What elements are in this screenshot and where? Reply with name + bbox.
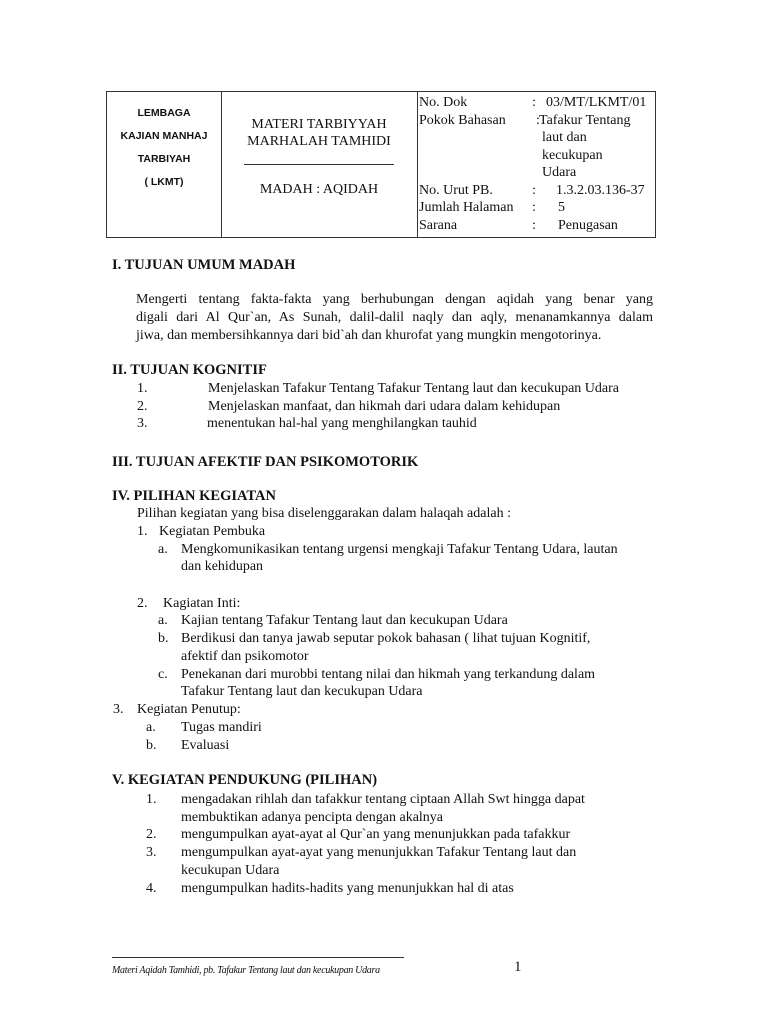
meta-value: kecukupan: [542, 147, 603, 163]
meta-value: Tafakur Tentang: [539, 112, 631, 128]
item-number: 3.: [113, 702, 124, 717]
doc-title: MATERI TARBIYYAH: [251, 117, 387, 132]
meta-value: Penugasan: [558, 217, 618, 233]
item-text: mengumpulkan ayat-ayat yang menunjukkan Tafakur Tentang laut dan: [181, 845, 577, 860]
meta-value: laut dan: [542, 130, 587, 145]
divider: [244, 164, 394, 165]
item-text: Penekanan dari murobbi tentang nilai dan hikmah yang terkandung dalam: [181, 667, 596, 682]
item-number: 3.: [146, 845, 157, 860]
meta-label: Pokok Bahasan: [419, 112, 506, 128]
meta-row: [419, 182, 655, 200]
meta-label: Sarana: [419, 217, 458, 233]
section-heading: IV. PILIHAN KEGIATAN: [112, 488, 276, 504]
meta-label: No. Dok: [419, 95, 468, 110]
meta-separator: :: [532, 200, 536, 215]
institution-line: TARBIYAH: [137, 153, 191, 165]
item-text: Evaluasi: [181, 738, 230, 753]
meta-value: Udara: [542, 165, 577, 180]
item-text: membuktikan adanya pencipta dengan akalnya: [181, 810, 444, 825]
doc-title: MARHALAH TAMHIDI: [247, 134, 391, 149]
meta-row: [419, 199, 655, 217]
section-heading: I. TUJUAN UMUM MADAH: [112, 257, 296, 273]
item-text: mengumpulkan hadits-hadits yang menunjukkan hal di atas: [181, 881, 514, 896]
item-text: dan kehidupan: [181, 559, 264, 574]
item-letter: b.: [146, 738, 157, 753]
meta-row: [419, 112, 655, 130]
item-number: 2.: [137, 399, 148, 414]
item-letter: a.: [158, 613, 168, 628]
meta-row: [419, 147, 655, 165]
meta-value: 1.3.2.03.136-37: [556, 182, 645, 198]
item-text: mengadakan rihlah dan tafakkur tentang ciptaan Allah Swt hingga dapat: [181, 792, 585, 807]
section-heading: III. TUJUAN AFEKTIF DAN PSIKOMOTORIK: [112, 454, 419, 470]
meta-value: 5: [558, 200, 565, 215]
item-text: Kajian tentang Tafakur Tentang laut dan kecukupan Udara: [181, 613, 508, 628]
item-text: Tugas mandiri: [181, 720, 262, 735]
item-number: 1.: [137, 381, 148, 396]
footer-rule: [112, 957, 404, 958]
header-table: [106, 91, 656, 238]
page-number: 1: [514, 959, 522, 975]
item-text: Kegiatan Pembuka: [159, 524, 266, 539]
item-text: Kegiatan Penutup:: [137, 702, 241, 717]
meta-row: [419, 94, 655, 112]
meta-separator: :: [532, 182, 536, 198]
meta-separator: :: [536, 112, 540, 128]
item-letter: a.: [158, 542, 168, 557]
para-line: digali dari Al Qur`an, As Sunah, dalil-dalil naqly dan aqly, menanamkannya dalam: [136, 310, 653, 325]
section-heading: V. KEGIATAN PENDUKUNG (PILIHAN): [112, 772, 378, 788]
item-letter: c.: [158, 667, 168, 682]
item-text: kecukupan Udara: [181, 863, 280, 878]
item-text: mengumpulkan ayat-ayat al Qur`an yang menunjukkan pada tafakkur: [181, 827, 571, 842]
institution-cell: [107, 92, 222, 237]
meta-cell: [419, 94, 655, 234]
footer-text: Materi Aqidah Tamhidi, pb. Tafakur Tentang laut dan kecukupan Udara: [112, 965, 380, 976]
item-number: 1.: [146, 792, 157, 807]
section-heading: II. TUJUAN KOGNITIF: [112, 362, 267, 378]
item-text: Kagiatan Inti:: [163, 596, 241, 611]
intro-text: Pilihan kegiatan yang bisa diselenggarakan dalam halaqah adalah :: [137, 506, 511, 521]
meta-label: Jumlah Halaman: [419, 200, 514, 215]
paragraph: [136, 291, 653, 345]
institution-line: ( LKMT): [144, 176, 184, 188]
item-text: Tafakur Tentang laut dan kecukupan Udara: [181, 684, 423, 699]
item-text: Menjelaskan manfaat, dan hikmah dari udara dalam kehidupan: [208, 399, 561, 414]
item-number: 1.: [137, 524, 148, 539]
title-cell: [221, 92, 418, 237]
institution-line: LEMBAGA: [137, 107, 191, 119]
item-number: 2.: [146, 827, 157, 842]
meta-separator: :: [532, 95, 536, 110]
item-number: 4.: [146, 881, 157, 896]
item-number: 3.: [137, 416, 148, 431]
item-text: Berdikusi dan tanya jawab seputar pokok bahasan ( lihat tujuan Kognitif,: [181, 631, 591, 646]
item-text: Mengkomunikasikan tentang urgensi mengkaji Tafakur Tentang Udara, lautan: [181, 542, 618, 557]
para-line: Mengerti tentang fakta-fakta yang berhubungan dengan aqidah yang benar yang: [136, 292, 653, 307]
meta-label: No. Urut PB.: [419, 182, 493, 198]
item-text: menentukan hal-hal yang menghilangkan tauhid: [207, 416, 477, 431]
meta-row: [419, 217, 655, 235]
meta-row: [419, 129, 655, 147]
madah-label: MADAH : AQIDAH: [259, 182, 379, 197]
para-line: jiwa, dan membersihkannya dari bid`ah dan khurofat yang mungkin mengotorinya.: [136, 328, 602, 343]
item-text: afektif dan psikomotor: [181, 649, 309, 664]
item-letter: b.: [158, 631, 169, 646]
item-letter: a.: [146, 720, 156, 735]
institution-line: KAJIAN MANHAJ: [120, 130, 208, 142]
item-text: Menjelaskan Tafakur Tentang Tafakur Tentang laut dan kecukupan Udara: [208, 381, 620, 396]
meta-row: [419, 164, 655, 182]
meta-separator: :: [532, 217, 536, 233]
item-number: 2.: [137, 596, 148, 611]
meta-value: 03/MT/LKMT/01: [546, 95, 647, 110]
